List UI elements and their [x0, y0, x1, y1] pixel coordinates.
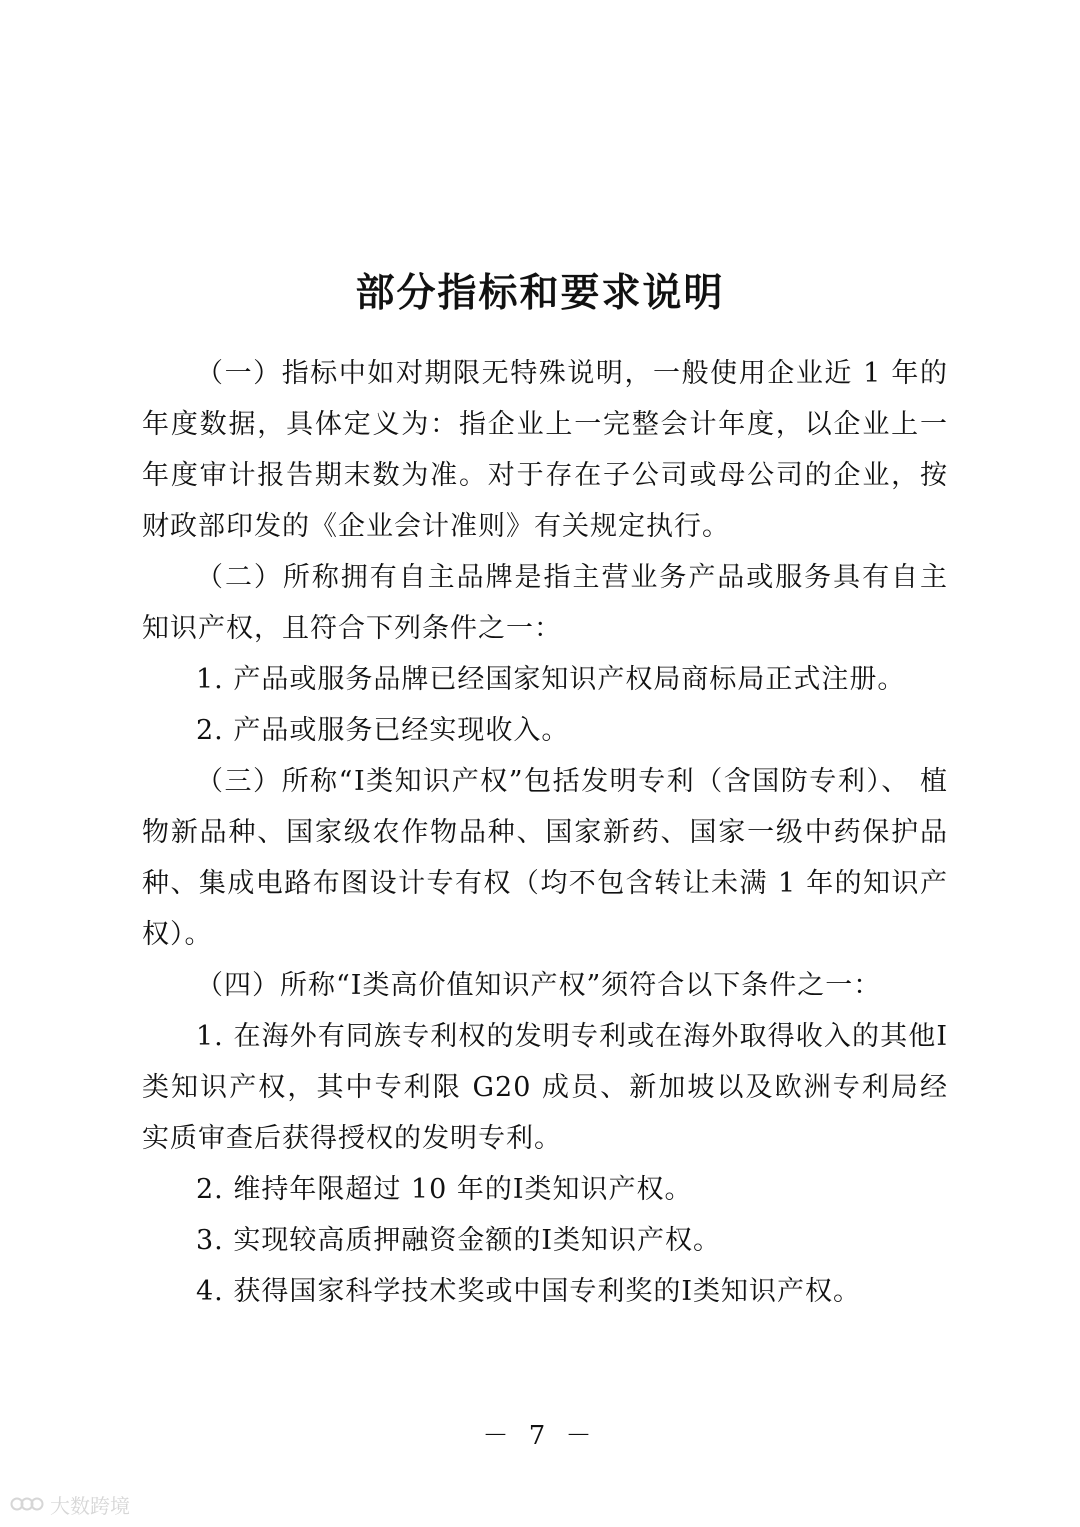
- list-item-brand-2: 2. 产品或服务已经实现收入。: [196, 715, 570, 746]
- paragraph-4: （四）所称“Ⅰ类高价值知识产权”须符合以下条件之一：: [196, 970, 882, 1001]
- watermark-logo-icon: [10, 1493, 44, 1515]
- list-item-value-3: 3. 实现较高质押融资金额的Ⅰ类知识产权。: [196, 1225, 722, 1256]
- list-item-value-4: 4. 获得国家科学技术奖或中国专利奖的Ⅰ类知识产权。: [196, 1276, 862, 1307]
- document-body: [142, 348, 948, 1317]
- page-title: 部分指标和要求说明: [355, 271, 725, 317]
- list-item-value-1: 1. 在海外有同族专利权的发明专利或在海外取得收入的其他Ⅰ类知识产权，其中专利限 G20 成员、新加坡以及欧洲专利局经实质审查后获得授权的发明专利。: [142, 1021, 948, 1154]
- paragraph-3: （三）所称“Ⅰ类知识产权”包括发明专利（含国防专利）、 植物新品种、国家级农作物品种、国家新药、国家一级中药保护品种、集成电路布图设计专有权（均不包含转让未满 1 年的知识产权）。: [142, 766, 948, 950]
- watermark: [10, 1492, 130, 1516]
- page-number: － 7 －: [482, 1421, 598, 1451]
- list-item-value-2: 2. 维持年限超过 10 年的Ⅰ类知识产权。: [196, 1174, 693, 1205]
- paragraph-1: （一）指标中如对期限无特殊说明，一般使用企业近 1 年的年度数据，具体定义为：指企业上一完整会计年度，以企业上一年度审计报告期末数为准。对于存在子公司或母公司的企业，按财政部印发的《企业会计准则》有关规定执行。: [142, 358, 948, 542]
- paragraph-2: （二）所称拥有自主品牌是指主营业务产品或服务具有自主知识产权，且符合下列条件之一：: [142, 562, 948, 644]
- list-item-brand-1: 1. 产品或服务品牌已经国家知识产权局商标局正式注册。: [196, 664, 906, 695]
- watermark-text: 大数跨境: [50, 1493, 130, 1518]
